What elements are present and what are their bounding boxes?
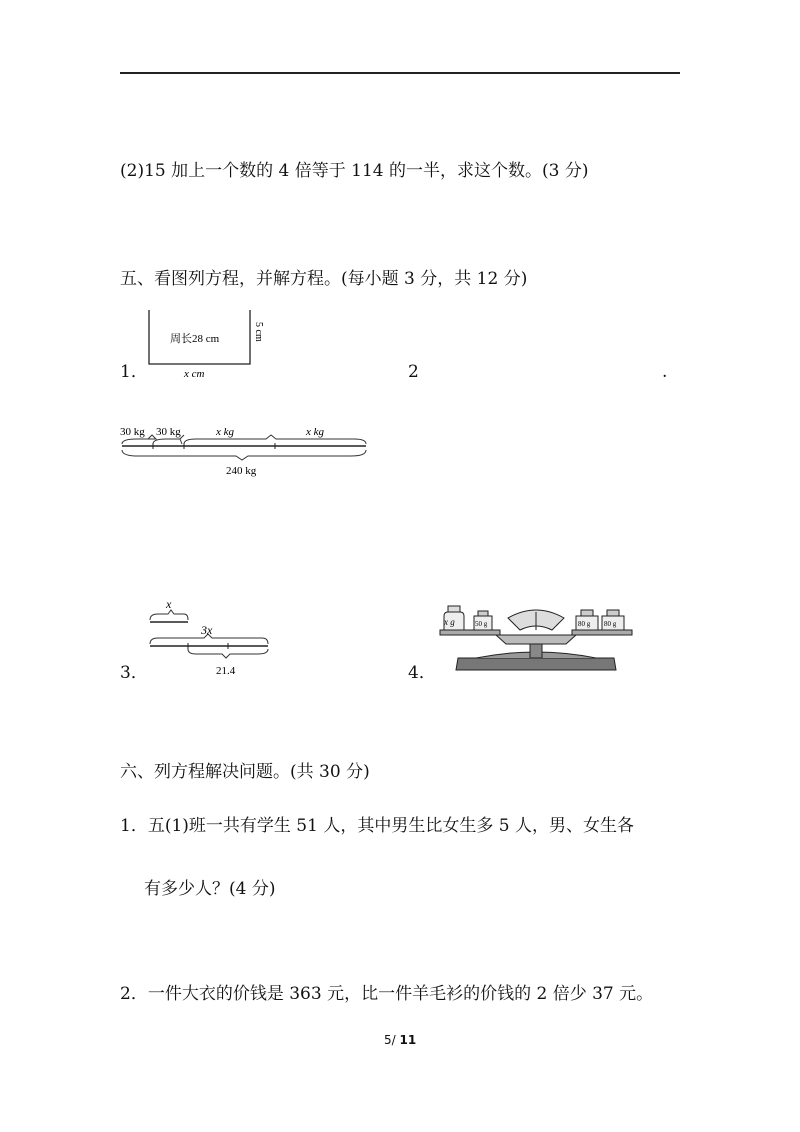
problem-3-number: 3． xyxy=(120,663,148,683)
perimeter-label: 周长28 cm xyxy=(170,333,220,345)
scale-base xyxy=(456,658,616,670)
balance-scale-figure xyxy=(436,600,636,680)
question-4-2: (2)15 加上一个数的 4 倍等于 114 的一半，求这个数。(3 分) xyxy=(120,161,589,181)
x-segment-diagram xyxy=(144,596,284,680)
right-pan xyxy=(572,630,632,635)
question-6-1-line2: 有多少人？(4 分) xyxy=(144,879,276,899)
top-x-label: x xyxy=(166,597,172,611)
brace-x xyxy=(184,435,366,444)
question-6-2: 2．一件大衣的价钱是 363 元，比一件羊毛衫的价钱的 2 倍少 37 元。 xyxy=(120,984,654,1004)
side-length-label: 5 cm xyxy=(253,322,264,342)
segment-label-3: x kg xyxy=(216,426,235,438)
page-number: 5/ xyxy=(384,1033,396,1047)
header-rule xyxy=(120,72,680,74)
jar-label: x g xyxy=(444,617,455,627)
segment-label-1: 30 kg xyxy=(120,426,145,438)
weight-80g-2-label: 80 g xyxy=(604,620,617,628)
mid-3x-label: 3x xyxy=(201,623,213,637)
page-total: 11 xyxy=(399,1033,417,1047)
problem-2-trailing: . xyxy=(662,362,668,382)
bottom-brace xyxy=(188,649,268,658)
bottom-value-label: 21.4 xyxy=(216,665,236,677)
brace-total xyxy=(122,450,366,460)
weight-50g-label: 50 g xyxy=(475,620,488,628)
question-6-1-line1: 1．五(1)班一共有学生 51 人，其中男生比女生多 5 人，男、女生各 xyxy=(120,816,634,836)
scale-beam xyxy=(496,635,576,644)
weight-segment-diagram xyxy=(116,418,376,482)
page-footer xyxy=(384,1033,416,1047)
section-5-heading: 五、看图列方程，并解方程。(每小题 3 分，共 12 分) xyxy=(120,269,528,289)
rectangle-figure xyxy=(140,304,270,384)
left-pan xyxy=(440,630,500,635)
segment-label-2: 30 kg xyxy=(156,426,181,438)
short-brace xyxy=(150,610,188,620)
total-label: 240 kg xyxy=(226,465,257,477)
problem-4-number: 4． xyxy=(408,663,436,683)
section-6-heading: 六、列方程解决问题。(共 30 分) xyxy=(120,762,370,782)
bottom-length-label: x cm xyxy=(184,368,205,380)
problem-1-number: 1． xyxy=(120,362,148,382)
long-brace xyxy=(150,634,268,644)
segment-label-4: x kg xyxy=(306,426,325,438)
problem-2-number: 2 xyxy=(408,362,419,382)
weight-80g-1-label: 80 g xyxy=(578,620,591,628)
